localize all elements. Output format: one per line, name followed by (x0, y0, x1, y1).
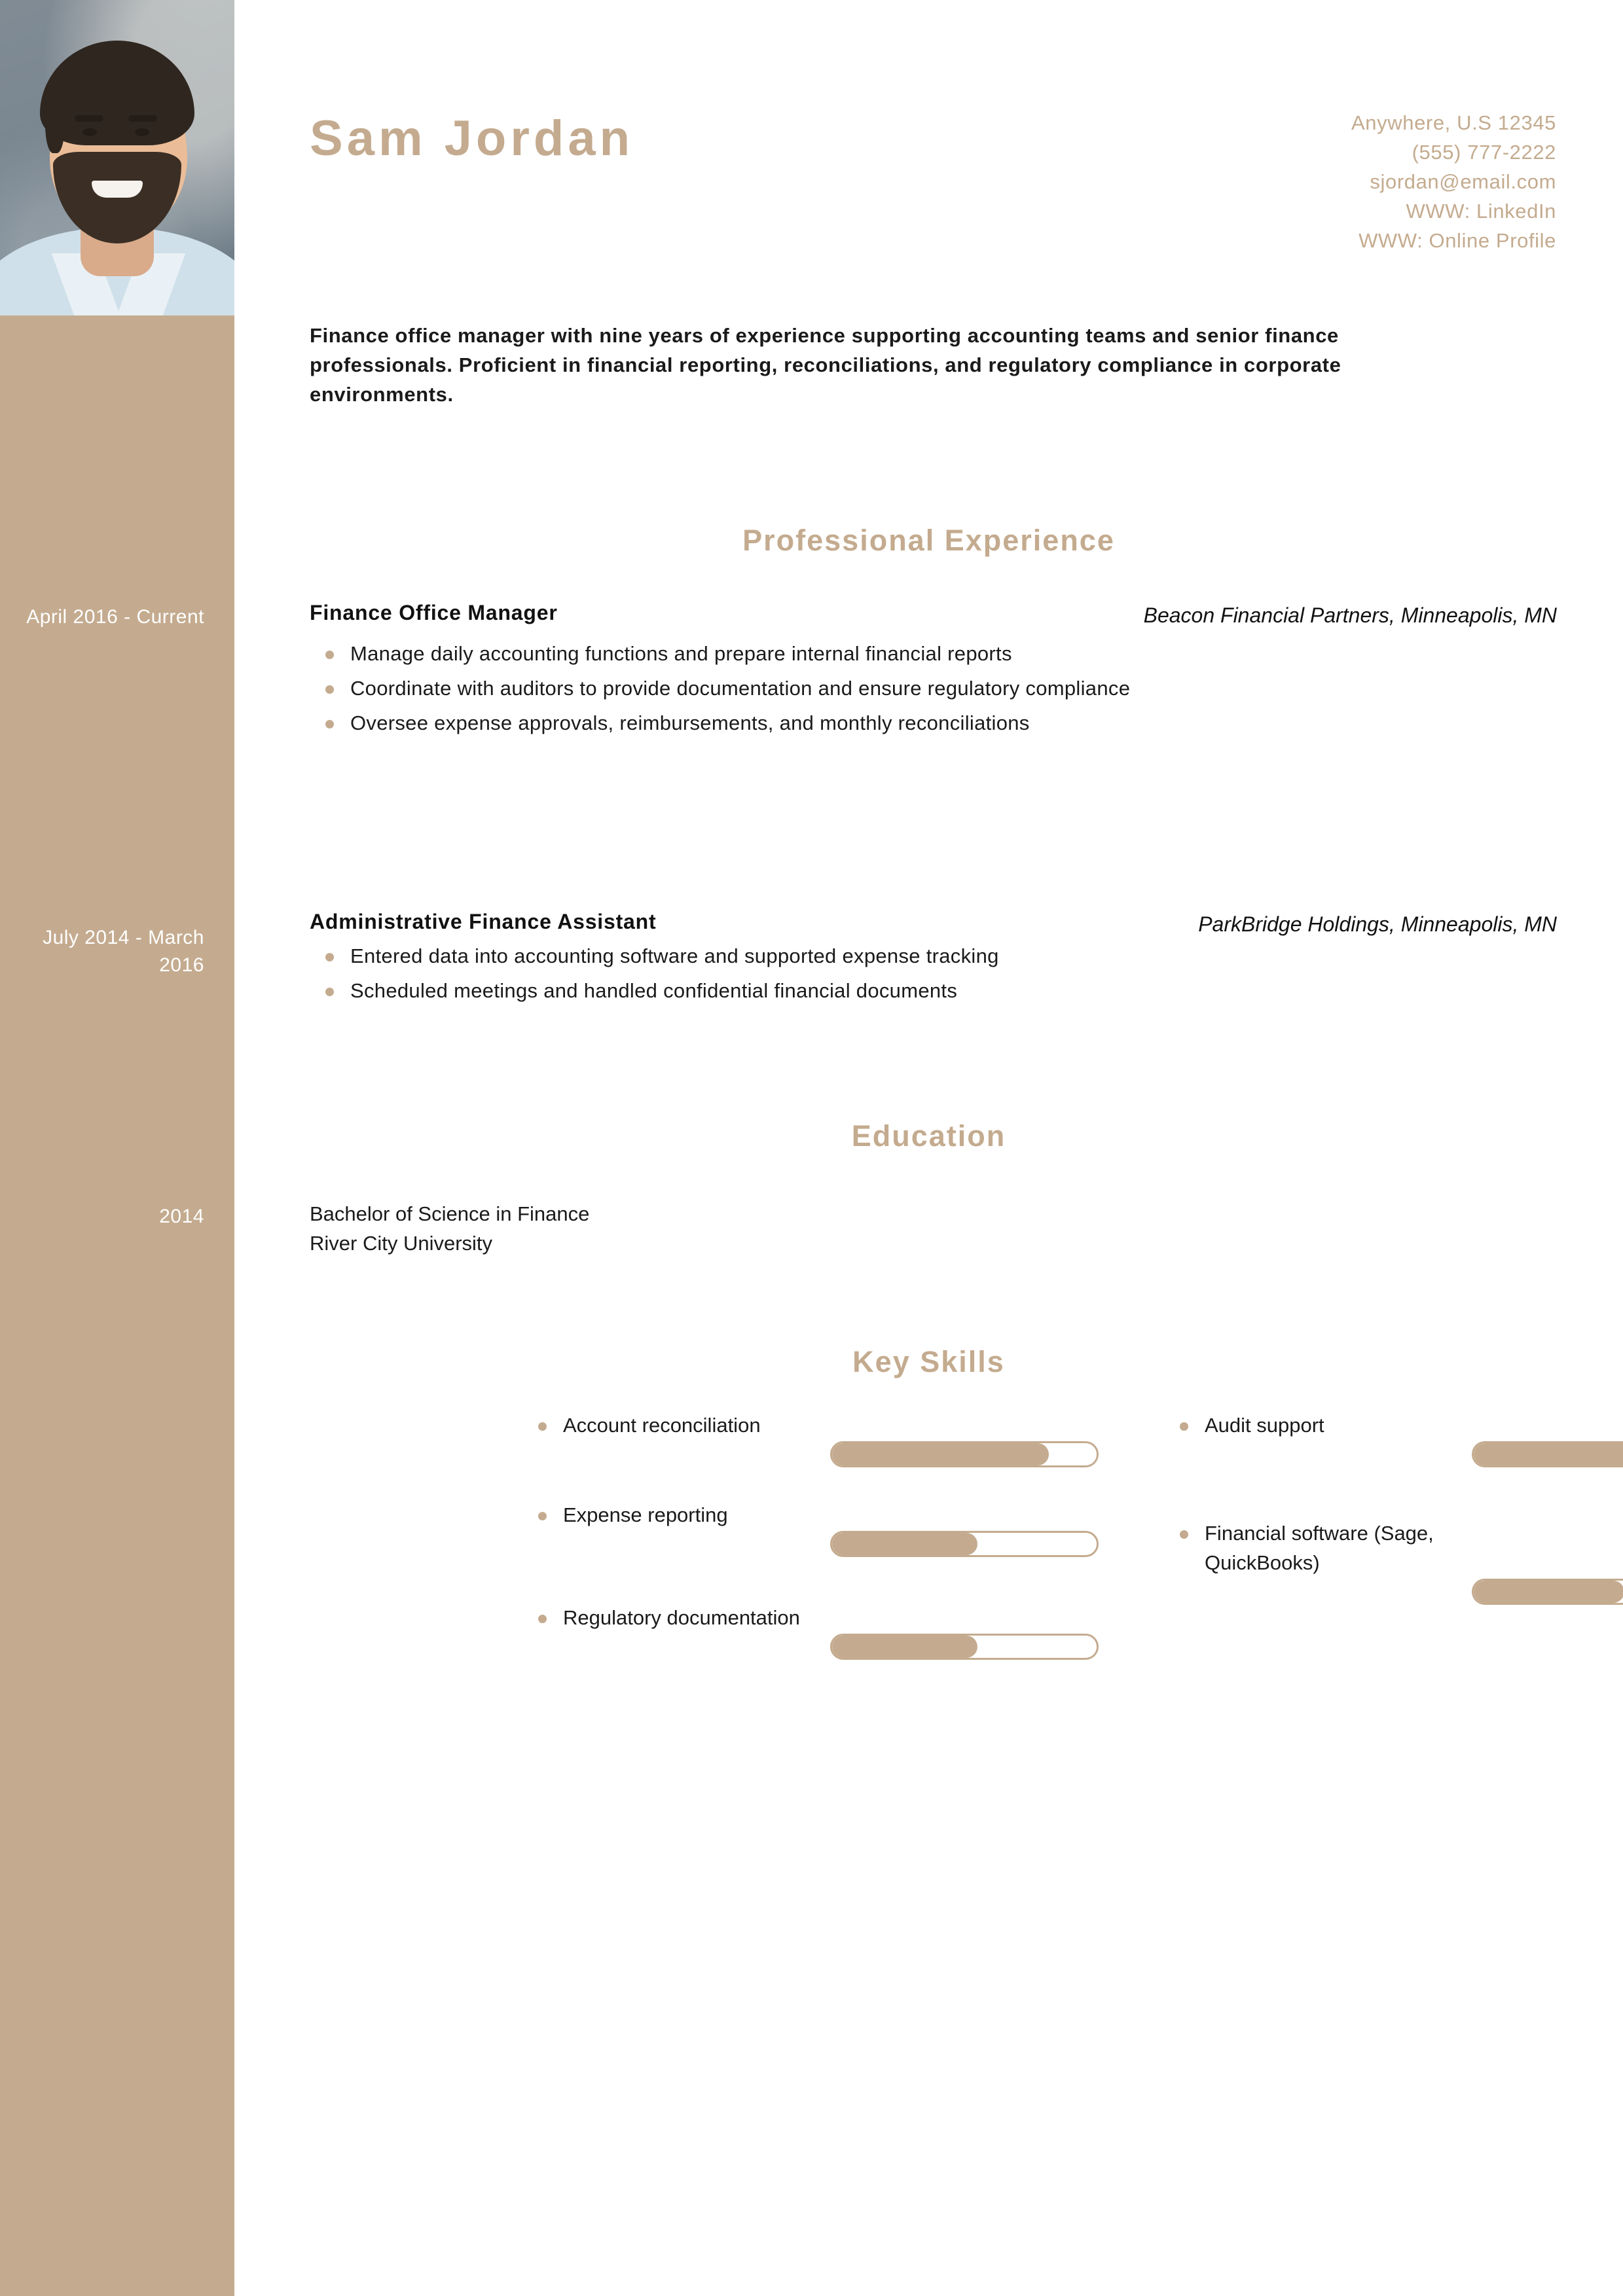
skill-label: Audit support (1164, 1410, 1486, 1440)
job-company-1: Beacon Financial Partners, Minneapolis, MN (1143, 603, 1557, 627)
skill-label: Expense reporting (522, 1500, 845, 1530)
job-title-1: Finance Office Manager (310, 601, 558, 624)
skill-label: Regulatory documentation (522, 1603, 845, 1632)
skill-meter (1472, 1579, 1623, 1605)
photo-brow-right (128, 115, 157, 122)
job-title-2: Administrative Finance Assistant (310, 910, 657, 933)
photo-mouth (92, 181, 143, 198)
list-item: Oversee expense approvals, reimbursements, and monthly reconciliations (310, 708, 1557, 738)
contact-linkedin[interactable]: WWW: LinkedIn (1406, 200, 1556, 223)
photo-eye-left (82, 128, 97, 136)
skills-column-right (1164, 1410, 1623, 1617)
list-item: Coordinate with auditors to provide documentation and ensure regulatory compliance (310, 673, 1557, 703)
experience-item-1 (310, 601, 1557, 743)
education-date-1: 2014 (159, 1206, 204, 1227)
list-item: Scheduled meetings and handled confidential financial documents (310, 976, 1557, 1005)
skill-meter (1472, 1441, 1623, 1467)
resume-header (234, 0, 1623, 308)
contact-address: Anywhere, U.S 12345 (1351, 111, 1556, 134)
skill-meter (830, 1441, 1099, 1467)
profile-photo (0, 0, 234, 315)
job-bullets-2 (310, 941, 1557, 1005)
education-degree: Bachelor of Science in Finance (310, 1202, 590, 1225)
skill-meter-fill (1474, 1443, 1623, 1465)
experience-header-2 (310, 910, 1557, 939)
section-title-experience: Professional Experience (742, 524, 1115, 557)
experience-item-2 (310, 910, 1557, 1011)
avatar (0, 0, 234, 315)
job-company-2: ParkBridge Holdings, Minneapolis, MN (1198, 912, 1557, 936)
contact-phone: (555) 777-2222 (1412, 141, 1556, 164)
experience-date-2: July 2014 - March 2016 (43, 927, 204, 976)
photo-brow-left (75, 115, 103, 122)
section-title-education: Education (851, 1119, 1006, 1153)
list-item: Manage daily accounting functions and prepare internal financial reports (310, 639, 1557, 668)
skill-meter-fill (832, 1533, 977, 1555)
skill-item (522, 1500, 1112, 1530)
skill-meter-fill (832, 1636, 977, 1658)
education-item-1 (310, 1199, 589, 1258)
contact-block (1351, 108, 1556, 255)
experience-date-1: April 2016 - Current (26, 606, 204, 628)
photo-eye-right (135, 128, 149, 136)
skill-meter (830, 1531, 1099, 1557)
page-title: Sam Jordan (310, 111, 634, 166)
section-title-skills: Key Skills (852, 1345, 1005, 1378)
skill-label: Financial software (Sage, QuickBooks) (1164, 1518, 1486, 1577)
professional-summary: Finance office manager with nine years of experience supporting accounting teams and senior finance professionals. Proficient in financial reporting, reconciliations, and regulatory compliance in corporate environments. (310, 324, 1341, 406)
skill-item (1164, 1518, 1623, 1577)
skills-column-left (522, 1410, 1112, 1672)
education-school: River City University (310, 1232, 493, 1255)
skill-meter-fill (1474, 1581, 1623, 1603)
experience-header-1 (310, 601, 1557, 630)
contact-email[interactable]: sjordan@email.com (1370, 170, 1556, 193)
contact-website[interactable]: WWW: Online Profile (1359, 229, 1556, 252)
skill-meter (830, 1634, 1099, 1660)
skill-item (1164, 1410, 1623, 1440)
list-item: Entered data into accounting software and supported expense tracking (310, 941, 1557, 971)
skill-label: Account reconciliation (522, 1410, 845, 1440)
content-column (234, 0, 1623, 2296)
sidebar (0, 0, 234, 2296)
skill-meter-fill (832, 1443, 1049, 1465)
skill-item (522, 1410, 1112, 1440)
skill-item (522, 1603, 1112, 1632)
job-bullets-1 (310, 639, 1557, 738)
